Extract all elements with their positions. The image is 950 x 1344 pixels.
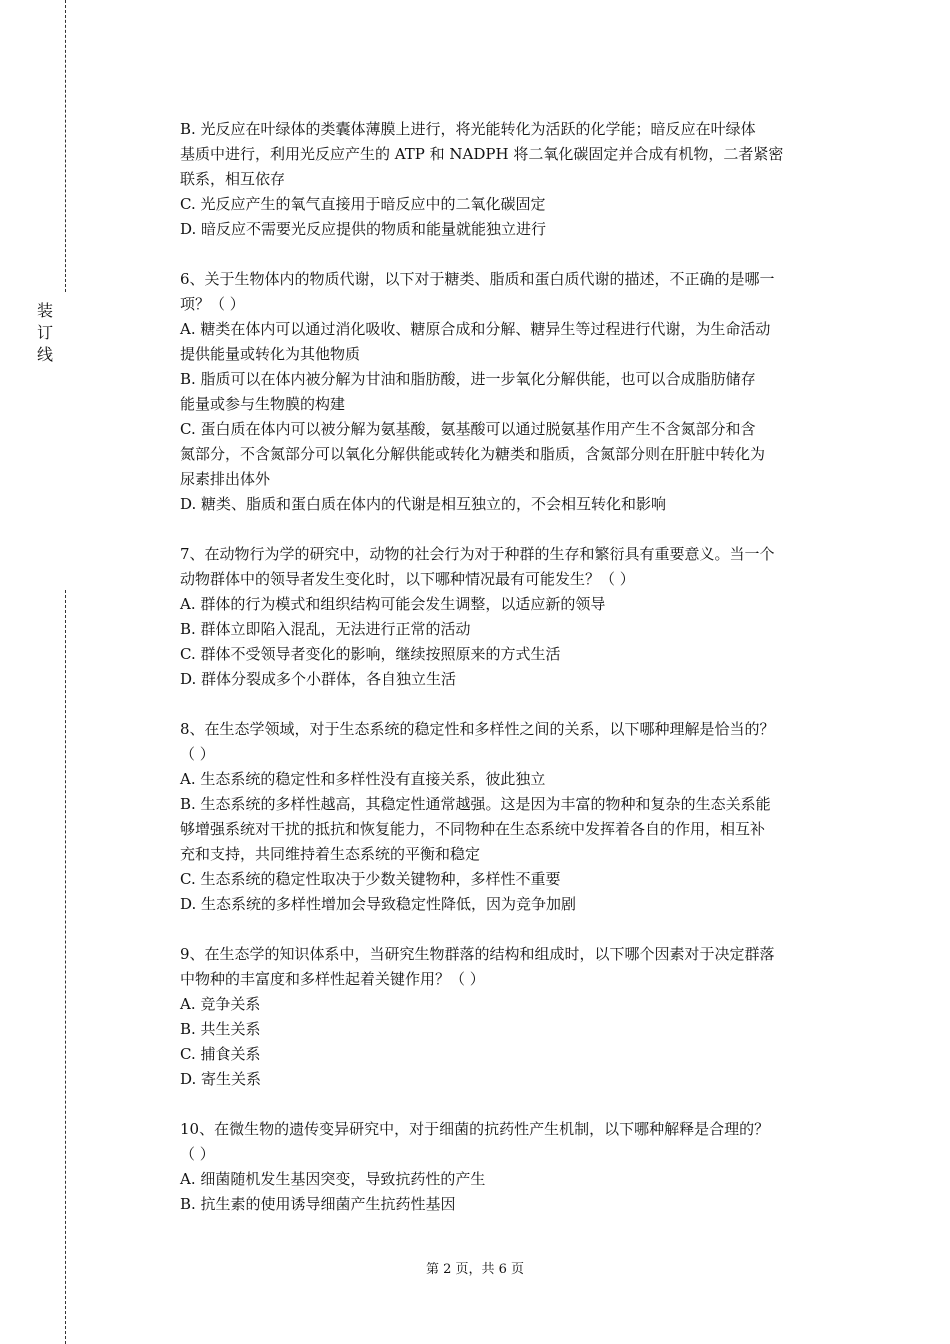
question-text-line: 10、在微生物的遗传变异研究中，对于细菌的抗药性产生机制，以下哪种解释是合理的？ xyxy=(180,1120,770,1138)
binding-char: 线 xyxy=(36,345,53,364)
question-text-line: （ ） xyxy=(180,1145,215,1163)
question-text-line: A. 糖类在体内可以通过消化吸收、糖原合成和分解、糖异生等过程进行代谢，为生命活动 xyxy=(180,320,771,338)
question-text-line: 7、在动物行为学的研究中，动物的社会行为对于种群的生存和繁衍具有重要意义。当一个 xyxy=(180,545,775,563)
question-text-line: C. 生态系统的稳定性取决于少数关键物种，多样性不重要 xyxy=(180,870,561,888)
question-text-line: 提供能量或转化为其他物质 xyxy=(180,345,361,363)
question-list xyxy=(180,117,840,1242)
question-text-line: 氮部分，不含氮部分可以氧化分解供能或转化为糖类和脂质，含氮部分则在肝脏中转化为 xyxy=(180,445,766,463)
question-text-line: D. 群体分裂成多个小群体，各自独立生活 xyxy=(180,670,457,688)
question-text-line: D. 寄生关系 xyxy=(180,1070,262,1088)
question-text-line: B. 生态系统的多样性越高，其稳定性通常越强。这是因为丰富的物种和复杂的生态关系能 xyxy=(180,795,771,813)
question-text-line: 中物种的丰富度和多样性起着关键作用？（ ） xyxy=(180,970,485,988)
question-text-line: C. 光反应产生的氧气直接用于暗反应中的二氧化碳固定 xyxy=(180,195,546,213)
binding-label xyxy=(34,300,56,366)
question-block xyxy=(180,117,840,242)
question-text-line: C. 蛋白质在体内可以被分解为氨基酸，氨基酸可以通过脱氨基作用产生不含氮部分和含 xyxy=(180,420,756,438)
question-text-line: D. 生态系统的多样性增加会导致稳定性降低，因为竞争加剧 xyxy=(180,895,577,913)
question-text-line: A. 细菌随机发生基因突变，导致抗药性的产生 xyxy=(180,1170,486,1188)
question-text-line: 8、在生态学领域，对于生态系统的稳定性和多样性之间的关系，以下哪种理解是恰当的？ xyxy=(180,720,775,738)
question-text-line: 能量或参与生物膜的构建 xyxy=(180,395,346,413)
question-text-line: （ ） xyxy=(180,745,215,763)
question-text-line: 6、关于生物体内的物质代谢，以下对于糖类、脂质和蛋白质代谢的描述，不正确的是哪一 xyxy=(180,270,775,288)
question-text-line: D. 暗反应不需要光反应提供的物质和能量就能独立进行 xyxy=(180,220,547,238)
question-block xyxy=(180,942,840,1092)
question-block xyxy=(180,1117,840,1217)
question-text-line: 项？（ ） xyxy=(180,295,245,313)
question-text-line: A. 群体的行为模式和组织结构可能会发生调整，以适应新的领导 xyxy=(180,595,606,613)
question-text-line: B. 脂质可以在体内被分解为甘油和脂肪酸，进一步氧化分解供能，也可以合成脂肪储存 xyxy=(180,370,756,388)
question-text-line: 联系，相互依存 xyxy=(180,170,286,188)
question-text-line: C. 捕食关系 xyxy=(180,1045,261,1063)
binding-line-bottom xyxy=(65,590,66,1344)
question-block xyxy=(180,267,840,517)
question-text-line: B. 抗生素的使用诱导细菌产生抗药性基因 xyxy=(180,1195,456,1213)
question-text-line: 尿素排出体外 xyxy=(180,470,271,488)
question-text-line: B. 群体立即陷入混乱，无法进行正常的活动 xyxy=(180,620,471,638)
question-text-line: B. 共生关系 xyxy=(180,1020,261,1038)
page-footer: 第 2 页，共 6 页 xyxy=(425,1262,525,1277)
question-text-line: B. 光反应在叶绿体的类囊体薄膜上进行，将光能转化为活跃的化学能；暗反应在叶绿体 xyxy=(180,120,756,138)
question-text-line: C. 群体不受领导者变化的影响，继续按照原来的方式生活 xyxy=(180,645,561,663)
question-text-line: 够增强系统对干扰的抵抗和恢复能力，不同物种在生态系统中发挥着各自的作用，相互补 xyxy=(180,820,766,838)
question-text-line: A. 生态系统的稳定性和多样性没有直接关系，彼此独立 xyxy=(180,770,546,788)
question-block xyxy=(180,542,840,692)
binding-char: 订 xyxy=(36,323,53,342)
question-text-line: A. 竞争关系 xyxy=(180,995,261,1013)
question-text-line: 基质中进行，利用光反应产生的 ATP 和 NADPH 将二氧化碳固定并合成有机物，二者紧密 xyxy=(180,145,784,163)
question-text-line: 9、在生态学的知识体系中，当研究生物群落的结构和组成时，以下哪个因素对于决定群落 xyxy=(180,945,775,963)
binding-line-top xyxy=(65,0,66,292)
question-block xyxy=(180,717,840,917)
binding-char: 装 xyxy=(36,301,53,320)
question-text-line: D. 糖类、脂质和蛋白质在体内的代谢是相互独立的，不会相互转化和影响 xyxy=(180,495,667,513)
question-text-line: 充和支持，共同维持着生态系统的平衡和稳定 xyxy=(180,845,481,863)
question-text-line: 动物群体中的领导者发生变化时，以下哪种情况最有可能发生？（ ） xyxy=(180,570,635,588)
